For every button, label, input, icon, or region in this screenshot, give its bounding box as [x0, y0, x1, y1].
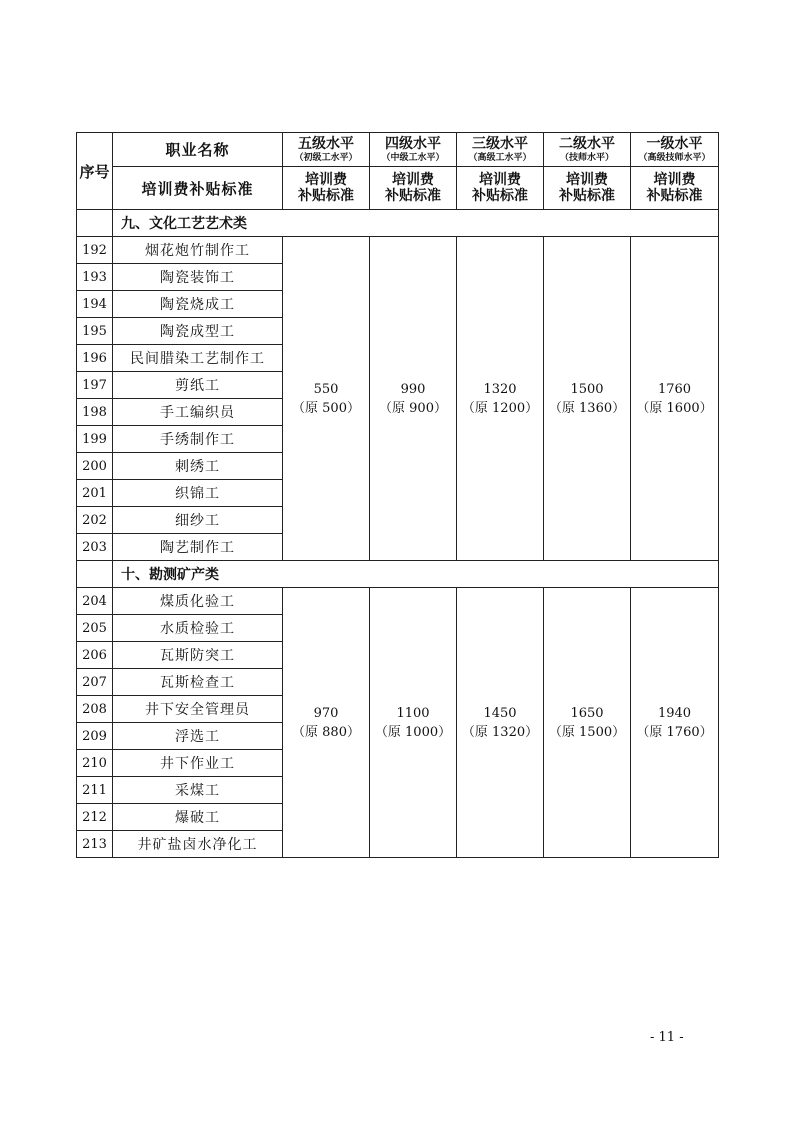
subsidy-amount: 970 — [313, 705, 339, 721]
occupation-name: 井矿盐卤水净化工 — [113, 831, 283, 858]
row-seq: 213 — [77, 831, 113, 858]
training-subsidy-table — [76, 132, 719, 858]
subsidy-amount: 1760 — [657, 381, 692, 397]
category-title: 十、勘测矿产类 — [113, 561, 719, 588]
occupation-name: 手绣制作工 — [113, 426, 283, 453]
occupation-name: 爆破工 — [113, 804, 283, 831]
subsidy-amount: 1940 — [657, 705, 692, 721]
fee-header — [370, 167, 457, 210]
level-header-4 — [370, 133, 457, 167]
category-seq-cell — [77, 561, 113, 588]
subsidy-original: （原 1500） — [548, 724, 626, 740]
subsidy-original: （原 1600） — [636, 400, 713, 416]
subsidy-original: （原 1000） — [374, 724, 452, 740]
level-header-2 — [544, 133, 631, 167]
level-subtitle: （初级工水平） — [294, 152, 358, 163]
subsidy-value-cell — [283, 237, 370, 561]
row-seq: 197 — [77, 372, 113, 399]
row-seq: 202 — [77, 507, 113, 534]
subsidy-amount: 1500 — [570, 381, 604, 397]
occupation-name: 烟花炮竹制作工 — [113, 237, 283, 264]
level-name: 三级水平 — [472, 135, 528, 152]
subsidy-value-cell — [544, 237, 631, 561]
fee-header-line1: 培训费 — [566, 172, 608, 188]
occupation-name: 细纱工 — [113, 507, 283, 534]
category-row — [77, 210, 719, 237]
fee-header — [631, 167, 719, 210]
subsidy-value-cell — [544, 588, 631, 858]
subsidy-value-cell — [631, 588, 719, 858]
fee-header-line2: 补贴标准 — [385, 188, 441, 204]
subsidy-value-cell — [457, 588, 544, 858]
fee-header — [283, 167, 370, 210]
row-seq: 193 — [77, 264, 113, 291]
row-seq: 206 — [77, 642, 113, 669]
subsidy-original: （原 1760） — [636, 724, 713, 740]
level-name: 四级水平 — [385, 135, 441, 152]
row-seq: 196 — [77, 345, 113, 372]
row-seq: 199 — [77, 426, 113, 453]
subsidy-value-cell — [370, 588, 457, 858]
table-row — [77, 237, 719, 264]
level-name: 五级水平 — [298, 135, 354, 152]
row-seq: 212 — [77, 804, 113, 831]
occupation-name: 浮选工 — [113, 723, 283, 750]
occupation-name: 陶瓷烧成工 — [113, 291, 283, 318]
fee-header-line1: 培训费 — [653, 172, 696, 188]
subsidy-original: （原 500） — [292, 400, 360, 416]
occupation-name: 井下作业工 — [113, 750, 283, 777]
occupation-name: 剪纸工 — [113, 372, 283, 399]
table-row — [77, 588, 719, 615]
occupation-name: 采煤工 — [113, 777, 283, 804]
subsidy-original: （原 880） — [292, 724, 360, 740]
header-row-levels — [77, 133, 719, 167]
subsidy-value-cell — [457, 237, 544, 561]
row-seq: 211 — [77, 777, 113, 804]
row-seq: 210 — [77, 750, 113, 777]
subsidy-original: （原 1360） — [548, 400, 626, 416]
occupation-name: 刺绣工 — [113, 453, 283, 480]
level-name: 二级水平 — [559, 135, 615, 152]
row-seq: 195 — [77, 318, 113, 345]
occupation-name: 陶瓷装饰工 — [113, 264, 283, 291]
level-name: 一级水平 — [646, 135, 703, 152]
row-seq: 198 — [77, 399, 113, 426]
fee-header — [544, 167, 631, 210]
level-subtitle: （中级工水平） — [381, 152, 445, 163]
subsidy-original: （原 1200） — [461, 400, 539, 416]
occupation-name: 水质检验工 — [113, 615, 283, 642]
category-title: 九、文化工艺艺术类 — [113, 210, 719, 237]
subsidy-value-cell — [631, 237, 719, 561]
level-header-1 — [631, 133, 719, 167]
row-seq: 192 — [77, 237, 113, 264]
fee-header — [457, 167, 544, 210]
row-seq: 203 — [77, 534, 113, 561]
subsidy-amount: 1450 — [483, 705, 517, 721]
subsidy-amount: 1320 — [483, 381, 517, 397]
row-seq: 205 — [77, 615, 113, 642]
fee-header-line2: 补贴标准 — [559, 188, 615, 204]
row-seq: 201 — [77, 480, 113, 507]
subsidy-original: （原 1320） — [461, 724, 539, 740]
level-subtitle: （技师水平） — [559, 152, 614, 163]
occupation-name: 陶艺制作工 — [113, 534, 283, 561]
seq-header: 序号 — [77, 133, 113, 210]
occupation-name: 井下安全管理员 — [113, 696, 283, 723]
fee-header-line2: 补贴标准 — [298, 188, 354, 204]
subsidy-amount: 990 — [400, 381, 426, 397]
row-seq: 194 — [77, 291, 113, 318]
level-subtitle: （高级工水平） — [468, 152, 532, 163]
row-seq: 200 — [77, 453, 113, 480]
standard-header: 培训费补贴标准 — [113, 167, 283, 210]
occupation-name: 织锦工 — [113, 480, 283, 507]
row-seq: 208 — [77, 696, 113, 723]
occupation-name: 陶瓷成型工 — [113, 318, 283, 345]
category-row — [77, 561, 719, 588]
fee-header-line1: 培训费 — [392, 172, 434, 188]
subsidy-amount: 1650 — [570, 705, 604, 721]
occupation-header: 职业名称 — [113, 133, 283, 167]
fee-header-line2: 补贴标准 — [472, 188, 528, 204]
subsidy-value-cell — [283, 588, 370, 858]
fee-header-line2: 补贴标准 — [646, 188, 703, 204]
subsidy-value-cell — [370, 237, 457, 561]
header-row-fee — [77, 167, 719, 210]
row-seq: 209 — [77, 723, 113, 750]
category-seq-cell — [77, 210, 113, 237]
subsidy-amount: 550 — [313, 381, 339, 397]
level-header-5 — [283, 133, 370, 167]
subsidy-amount: 1100 — [396, 705, 430, 721]
fee-header-line1: 培训费 — [479, 172, 521, 188]
level-header-3 — [457, 133, 544, 167]
occupation-name: 手工编织员 — [113, 399, 283, 426]
occupation-name: 瓦斯防突工 — [113, 642, 283, 669]
page-number: - 11 - — [650, 1030, 684, 1045]
row-seq: 204 — [77, 588, 113, 615]
fee-header-line1: 培训费 — [305, 172, 347, 188]
occupation-name: 民间腊染工艺制作工 — [113, 345, 283, 372]
row-seq: 207 — [77, 669, 113, 696]
level-subtitle: （高级技师水平） — [638, 152, 711, 163]
subsidy-original: （原 900） — [379, 400, 447, 416]
occupation-name: 瓦斯检查工 — [113, 669, 283, 696]
occupation-name: 煤质化验工 — [113, 588, 283, 615]
